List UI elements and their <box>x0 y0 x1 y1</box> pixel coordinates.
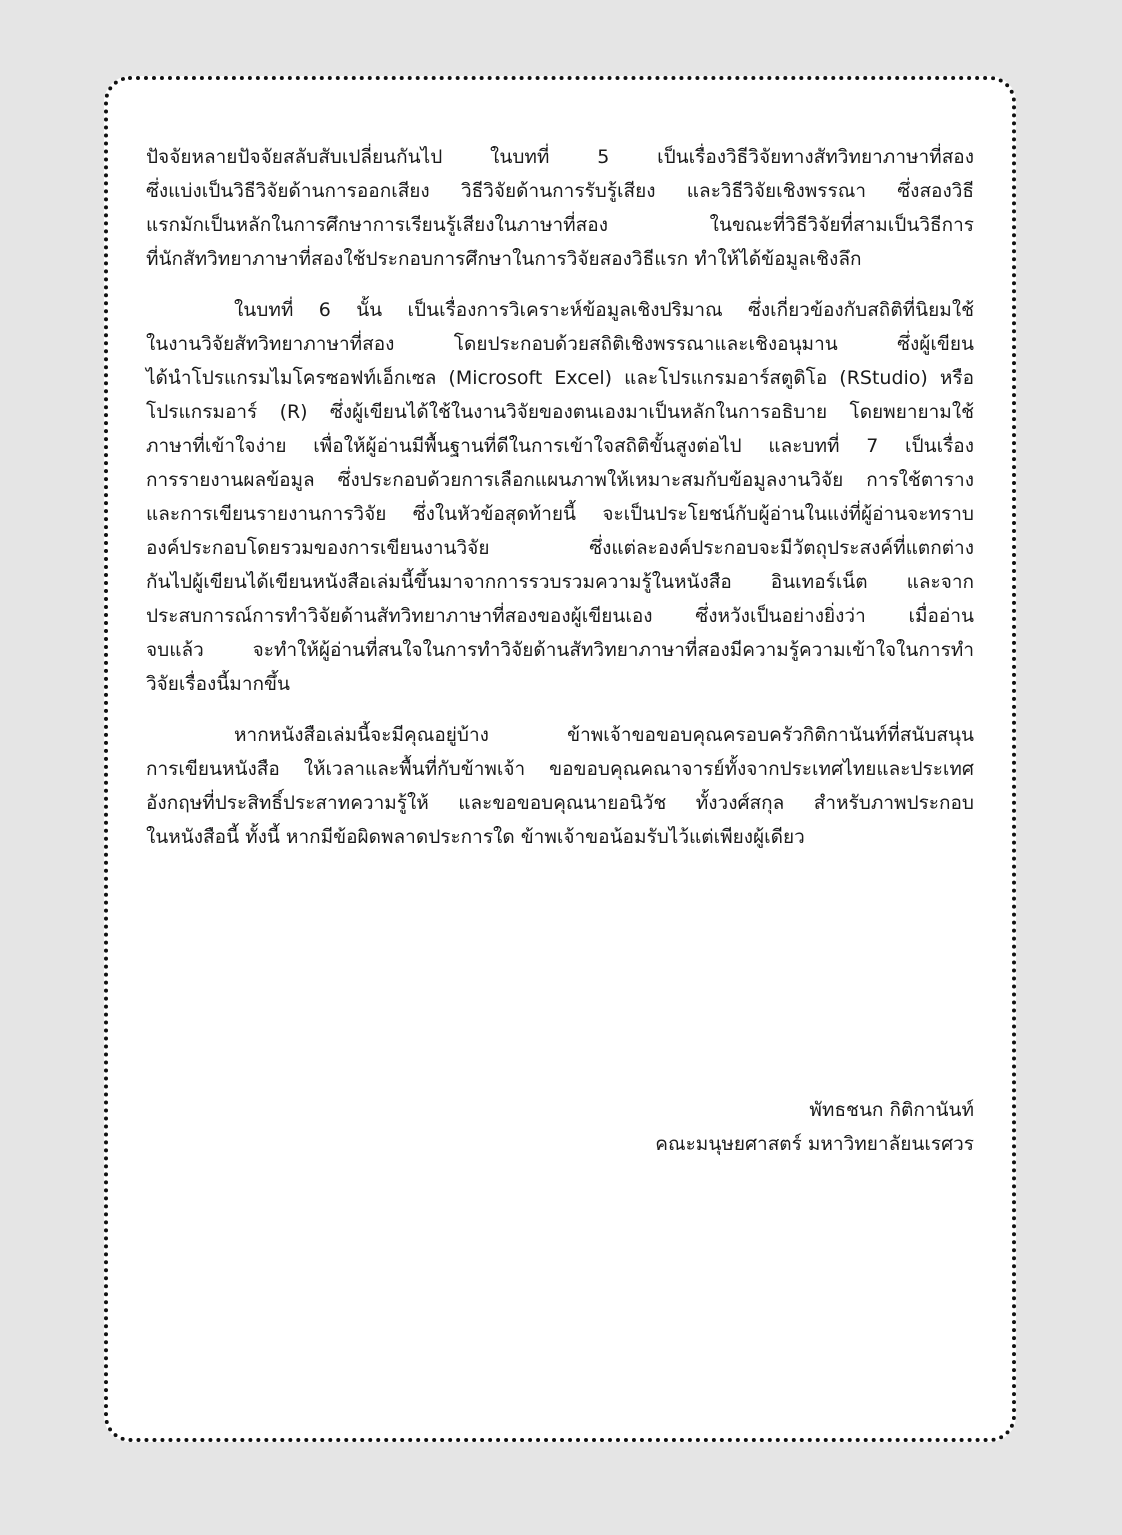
signature-block <box>655 1093 974 1161</box>
text-line: วิจัยเรื่องนี้มากขึ้น <box>146 673 290 695</box>
text-line: ซึ่งแบ่งเป็นวิธีวิจัยด้านการออกเสียง วิธีวิจัยด้านการรับรู้เสียง และวิธีวิจัยเชิงพรรณา ซึ่งสองวิธี <box>146 180 974 202</box>
text-line: กันไปผู้เขียนได้เขียนหนังสือเล่มนี้ขึ้นมาจากการรวบรวมความรู้ในหนังสือ อินเทอร์เน็ต และจาก <box>146 571 974 593</box>
author-name: พัทธชนก กิติกานันท์ <box>809 1099 974 1121</box>
text-line: องค์ประกอบโดยรวมของการเขียนงานวิจัย ซึ่งแต่ละองค์ประกอบจะมีวัตถุประสงค์ที่แตกต่าง <box>146 537 974 559</box>
text-line: จบแล้ว จะทำให้ผู้อ่านที่สนใจในการทำวิจัยด้านสัทวิทยาภาษาที่สองมีความรู้ความเข้าใจในการทำ <box>146 639 974 661</box>
author-affiliation: คณะมนุษยศาสตร์ มหาวิทยาลัยนเรศวร <box>655 1133 974 1155</box>
text-line: ในบทที่ 6 นั้น เป็นเรื่องการวิเคราะห์ข้อมูลเชิงปริมาณ ซึ่งเกี่ยวข้องกับสถิติที่นิยมใช้ <box>234 299 974 321</box>
text-line: ได้นำโปรแกรมไมโครซอฟท์เอ็กเซล (Microsoft Excel) และโปรแกรมอาร์สตูดิโอ (RStudio) หรือ <box>146 367 974 389</box>
paragraph-2 <box>146 293 974 701</box>
text-line: ประสบการณ์การทำวิจัยด้านสัทวิทยาภาษาที่สองของผู้เขียนเอง ซึ่งหวังเป็นอย่างยิ่งว่า เมื่ออ่าน <box>146 605 974 627</box>
document-body <box>146 140 974 871</box>
text-line: ปัจจัยหลายปัจจัยสลับสับเปลี่ยนกันไป ในบทที่ 5 เป็นเรื่องวิธีวิจัยทางสัทวิทยาภาษาที่สอง <box>146 146 974 168</box>
text-line: หากหนังสือเล่มนี้จะมีคุณอยู่บ้าง ข้าพเจ้าขอขอบคุณครอบครัวกิติกานันท์ที่สนับสนุน <box>234 724 974 746</box>
text-line: การรายงานผลข้อมูล ซึ่งประกอบด้วยการเลือกแผนภาพให้เหมาะสมกับข้อมูลงานวิจัย การใช้ตาราง <box>146 469 974 491</box>
text-line: ในงานวิจัยสัทวิทยาภาษาที่สอง โดยประกอบด้วยสถิติเชิงพรรณาและเชิงอนุมาน ซึ่งผู้เขียน <box>146 333 974 355</box>
text-line: การเขียนหนังสือ ให้เวลาและพื้นที่กับข้าพเจ้า ขอขอบคุณคณาจารย์ทั้งจากประเทศไทยและประเทศ <box>146 758 974 780</box>
text-line: โปรแกรมอาร์ (R) ซึ่งผู้เขียนได้ใช้ในงานวิจัยของตนเองมาเป็นหลักในการอธิบาย โดยพยายามใช้ <box>146 401 974 423</box>
text-line: แรกมักเป็นหลักในการศึกษาการเรียนรู้เสียงในภาษาที่สอง ในขณะที่วิธีวิจัยที่สามเป็นวิธีการ <box>146 214 974 236</box>
paragraph-1 <box>146 140 974 276</box>
text-line: ที่นักสัทวิทยาภาษาที่สองใช้ประกอบการศึกษาในการวิจัยสองวิธีแรก ทำให้ได้ข้อมูลเชิงลึก <box>146 248 862 270</box>
text-line: ภาษาที่เข้าใจง่าย เพื่อให้ผู้อ่านมีพื้นฐานที่ดีในการเข้าใจสถิติขั้นสูงต่อไป และบทที่ 7 เป็นเรื่อง <box>146 435 974 457</box>
text-line: ในหนังสือนี้ ทั้งนี้ หากมีข้อผิดพลาดประการใด ข้าพเจ้าขอน้อมรับไว้แต่เพียงผู้เดียว <box>146 826 805 848</box>
text-line: และการเขียนรายงานการวิจัย ซึ่งในหัวข้อสุดท้ายนี้ จะเป็นประโยชน์กับผู้อ่านในแง่ที่ผู้อ่านจะทราบ <box>146 503 974 525</box>
paragraph-3 <box>146 718 974 854</box>
text-line: อังกฤษที่ประสิทธิ์ประสาทความรู้ให้ และขอขอบคุณนายอนิวัช ทั้งวงศ์สกุล สำหรับภาพประกอบ <box>146 792 974 814</box>
